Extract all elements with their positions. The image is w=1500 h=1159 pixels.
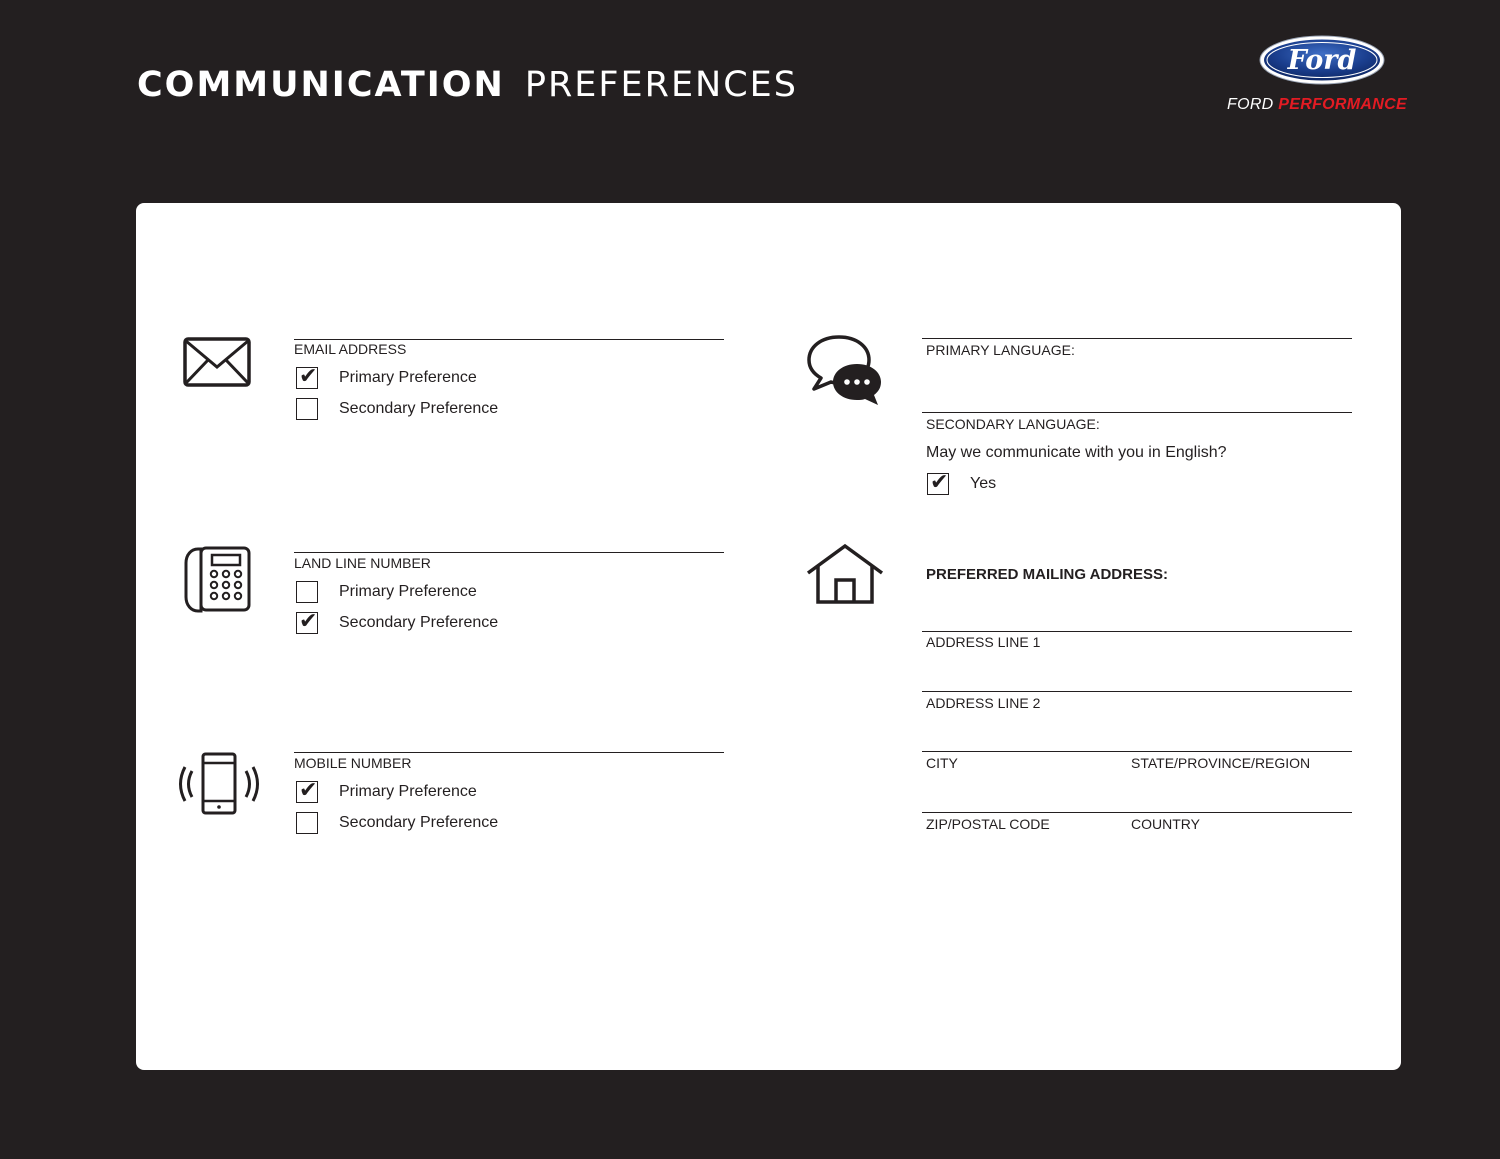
zip-postal-code-label: ZIP/POSTAL CODE [926,816,1050,832]
mobile-secondary-option[interactable] [296,811,498,835]
mobile-primary-label: Primary Preference [339,783,477,800]
preferences-form [136,203,1401,1070]
primary-language-label: PRIMARY LANGUAGE: [926,342,1075,358]
land-line-primary-label: Primary Preference [339,583,477,600]
page-title-sub: PREFERENCES [524,65,799,105]
land-line-secondary-label: Secondary Preference [339,614,499,631]
email-primary-checkbox[interactable] [296,367,318,389]
ford-performance-wordmark [1227,95,1407,115]
desk-phone-icon [182,545,252,613]
mobile-primary-option[interactable] [296,780,477,804]
page-title [137,64,798,106]
mailing-address-heading: PREFERRED MAILING ADDRESS: [926,566,1168,583]
address-line-1-label: ADDRESS LINE 1 [926,634,1041,650]
email-secondary-checkbox[interactable] [296,398,318,420]
land-line-secondary-option[interactable] [296,611,498,635]
mobile-number-label: MOBILE NUMBER [294,755,412,771]
address-line-2-line[interactable] [922,691,1352,692]
english-yes-label: Yes [970,475,997,492]
page-title-main: COMMUNICATION [137,65,505,105]
land-line-number-line[interactable] [294,552,724,553]
land-line-number-label: LAND LINE NUMBER [294,555,431,571]
mobile-phone-icon [178,751,262,817]
city-state-line[interactable] [922,751,1352,752]
mobile-secondary-checkbox[interactable] [296,812,318,834]
country-label: COUNTRY [1131,816,1200,832]
ford-oval-logo [1258,34,1386,86]
land-line-primary-option[interactable] [296,580,477,604]
email-primary-option[interactable] [296,366,477,390]
ford-script-text: Ford [1287,45,1357,76]
state-province-region-label: STATE/PROVINCE/REGION [1131,755,1311,771]
chat-bubbles-icon [805,334,881,406]
email-address-label: EMAIL ADDRESS [294,341,407,357]
mobile-number-line[interactable] [294,752,724,753]
email-address-line[interactable] [294,339,724,340]
mobile-primary-checkbox[interactable] [296,781,318,803]
english-yes-checkbox[interactable] [927,473,949,495]
envelope-icon [183,337,251,387]
house-icon [805,543,885,605]
zip-country-line[interactable] [922,812,1352,813]
email-secondary-label: Secondary Preference [339,400,499,417]
secondary-language-label: SECONDARY LANGUAGE: [926,416,1100,432]
city-label: CITY [926,755,958,771]
land-line-secondary-checkbox[interactable] [296,612,318,634]
mobile-secondary-label: Secondary Preference [339,814,499,831]
email-primary-label: Primary Preference [339,369,477,386]
secondary-language-line[interactable] [922,412,1352,413]
primary-language-line[interactable] [922,338,1352,339]
english-yes-option[interactable] [927,472,996,496]
address-line-2-label: ADDRESS LINE 2 [926,695,1041,711]
wordmark-ford: FORD [1227,96,1274,113]
wordmark-performance: PERFORMANCE [1278,96,1407,113]
land-line-primary-checkbox[interactable] [296,581,318,603]
address-line-1-line[interactable] [922,631,1352,632]
email-secondary-option[interactable] [296,397,498,421]
english-question: May we communicate with you in English? [926,444,1227,461]
ford-performance-logo [1215,32,1430,122]
